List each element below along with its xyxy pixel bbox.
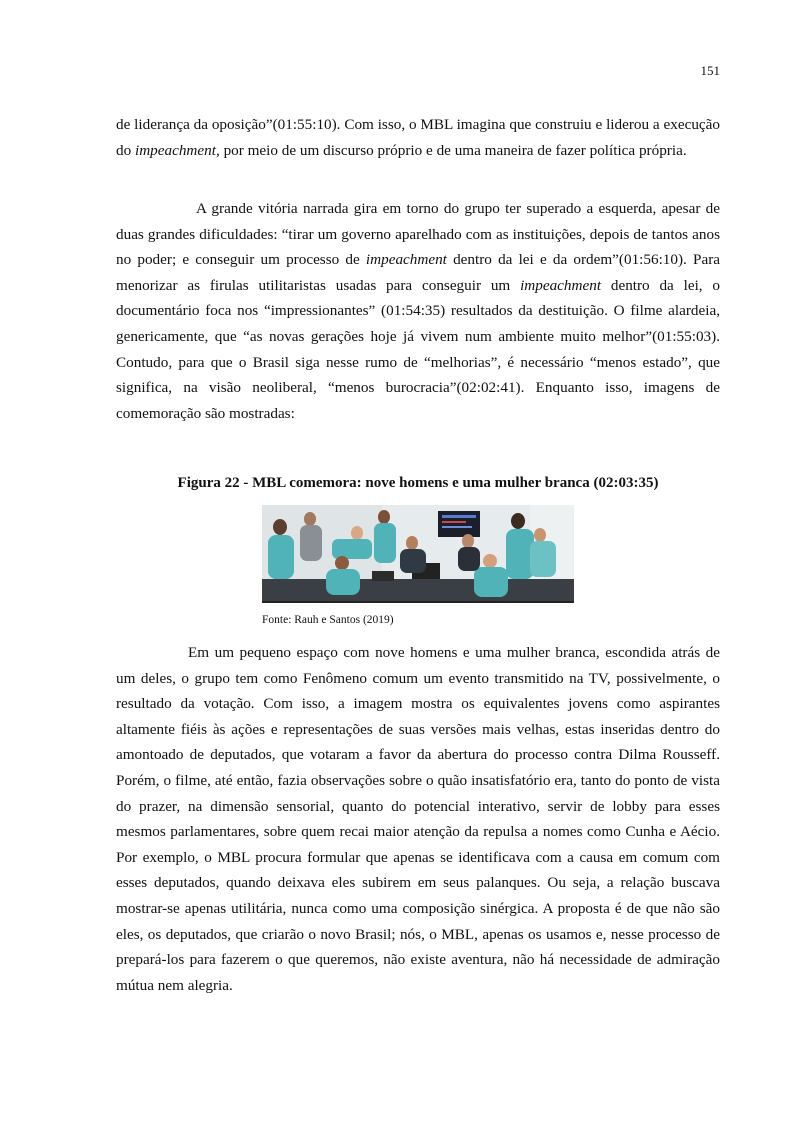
person-3-shirt	[332, 539, 372, 559]
person-10-shirt	[458, 547, 480, 571]
person-7-shirt	[474, 567, 508, 597]
paragraph-2-italic-term-b: impeachment	[520, 276, 602, 294]
paragraph-1	[116, 112, 720, 163]
paragraph-2	[116, 196, 720, 426]
tv-screen-bar-2	[442, 521, 466, 523]
person-5-head	[406, 536, 418, 550]
person-6-shirt	[326, 569, 360, 595]
paragraph-1-italic-term: impeachment,	[134, 141, 220, 159]
desk	[262, 579, 574, 601]
person-4-head	[378, 510, 390, 524]
paragraph-2-italic-term-a: impeachment	[365, 251, 447, 269]
paragraph-2-text-c: dentro da lei, o documentário foca nos “impressionantes” (01:54:35) resultados da destituição. O filme alardeia, genericamente, que “as novas gerações hoje já vivem num ambiente muito melhor”(01:55:03). Contudo, para que o Brasil siga nesse rumo de “melhorias”, é necessário “menos estado”, que significa, na visão neoliberal, “menos burocracia”(02:02:41). Enquanto isso, imagens de comemoração são mostradas:	[116, 276, 720, 422]
person-1-shirt	[268, 535, 294, 579]
celebration-photo-illustration	[262, 505, 574, 601]
paragraph-2-text-b: dentro da lei e da ordem”(01:56:10). Para menorizar as firulas utilitaristas usadas para conseguir um	[116, 251, 720, 294]
person-3-head	[351, 526, 363, 540]
person-6-head	[335, 556, 349, 570]
person-10-head	[462, 534, 474, 548]
paragraph-1-text-a: de liderança da oposição”(01:55:10). Com isso, o MBL imagina que construiu e liderou a execução do	[116, 116, 720, 159]
person-2-head	[304, 512, 316, 526]
paragraph-1-text-b: por meio de um discurso próprio e de uma maneira de fazer política própria.	[219, 141, 687, 159]
tv-screen-bar-3	[442, 526, 472, 528]
person-8-head	[511, 513, 525, 529]
person-2-shirt	[300, 525, 322, 561]
person-9-shirt	[530, 541, 556, 577]
figure-photo	[262, 505, 574, 603]
tv-screen	[438, 511, 480, 537]
figure-caption: Figura 22 - MBL comemora: nove homens e uma mulher branca (02:03:35)	[177, 475, 659, 491]
person-9-head	[534, 528, 546, 542]
laptop-2	[372, 571, 394, 581]
paragraph-3: Em um pequeno espaço com nove homens e uma mulher branca, escondida atrás de um deles, o grupo tem como Fenômeno comum um evento transmitido na TV, possivelmente, o resultado da votação. Com isso, a imagem mostra os equivalentes jovens como aspirantes altamente fiéis às ações e representações de suas versões mais velhas, estas inseridas dentro do amontoado de deputados, que votaram a favor da abertura do processo contra Dilma Rousseff. Porém, o filme, até então, fazia observações sobre o quão insatisfatório era, tanto do ponto de vista do prazer, na dimensão sensorial, quanto do potencial interativo, servir de lobby para esses mesmos parlamentares, sobre quem recai maior atenção da repulsa a nomes como Cunha e Aécio. Por exemplo, o MBL procura formular que apenas se identificava com a causa em comum com esses deputados, quando deixava eles subirem em seus palanques. Ou seja, a relação buscava mostrar-se apenas utilitária, nunca como uma composição sinérgica. A proposta é de que não são eles, os deputados, que criarão o novo Brasil; nós, o MBL, apenas os usamos e, nesse processo de prepará-los para fazerem o que queremos, não existe aventura, não há necessidade de admiração mútua nem alegria.	[116, 644, 720, 994]
figure-source: Fonte: Rauh e Santos (2019)	[262, 614, 394, 626]
person-1-head	[273, 519, 287, 535]
person-8-shirt	[506, 529, 534, 579]
tv-screen-bar-1	[442, 515, 476, 518]
person-5-shirt	[400, 549, 426, 573]
paragraph-2-text-a: A grande vitória narrada gira em torno do grupo ter superado a esquerda, apesar de duas grandes dificuldades: “tirar um governo aparelhado com as instituições, depois de tantos anos no poder; e conseguir um processo de	[116, 200, 720, 269]
page-number: 151	[700, 63, 720, 78]
person-7-head	[483, 554, 497, 568]
person-4-shirt	[374, 523, 396, 563]
